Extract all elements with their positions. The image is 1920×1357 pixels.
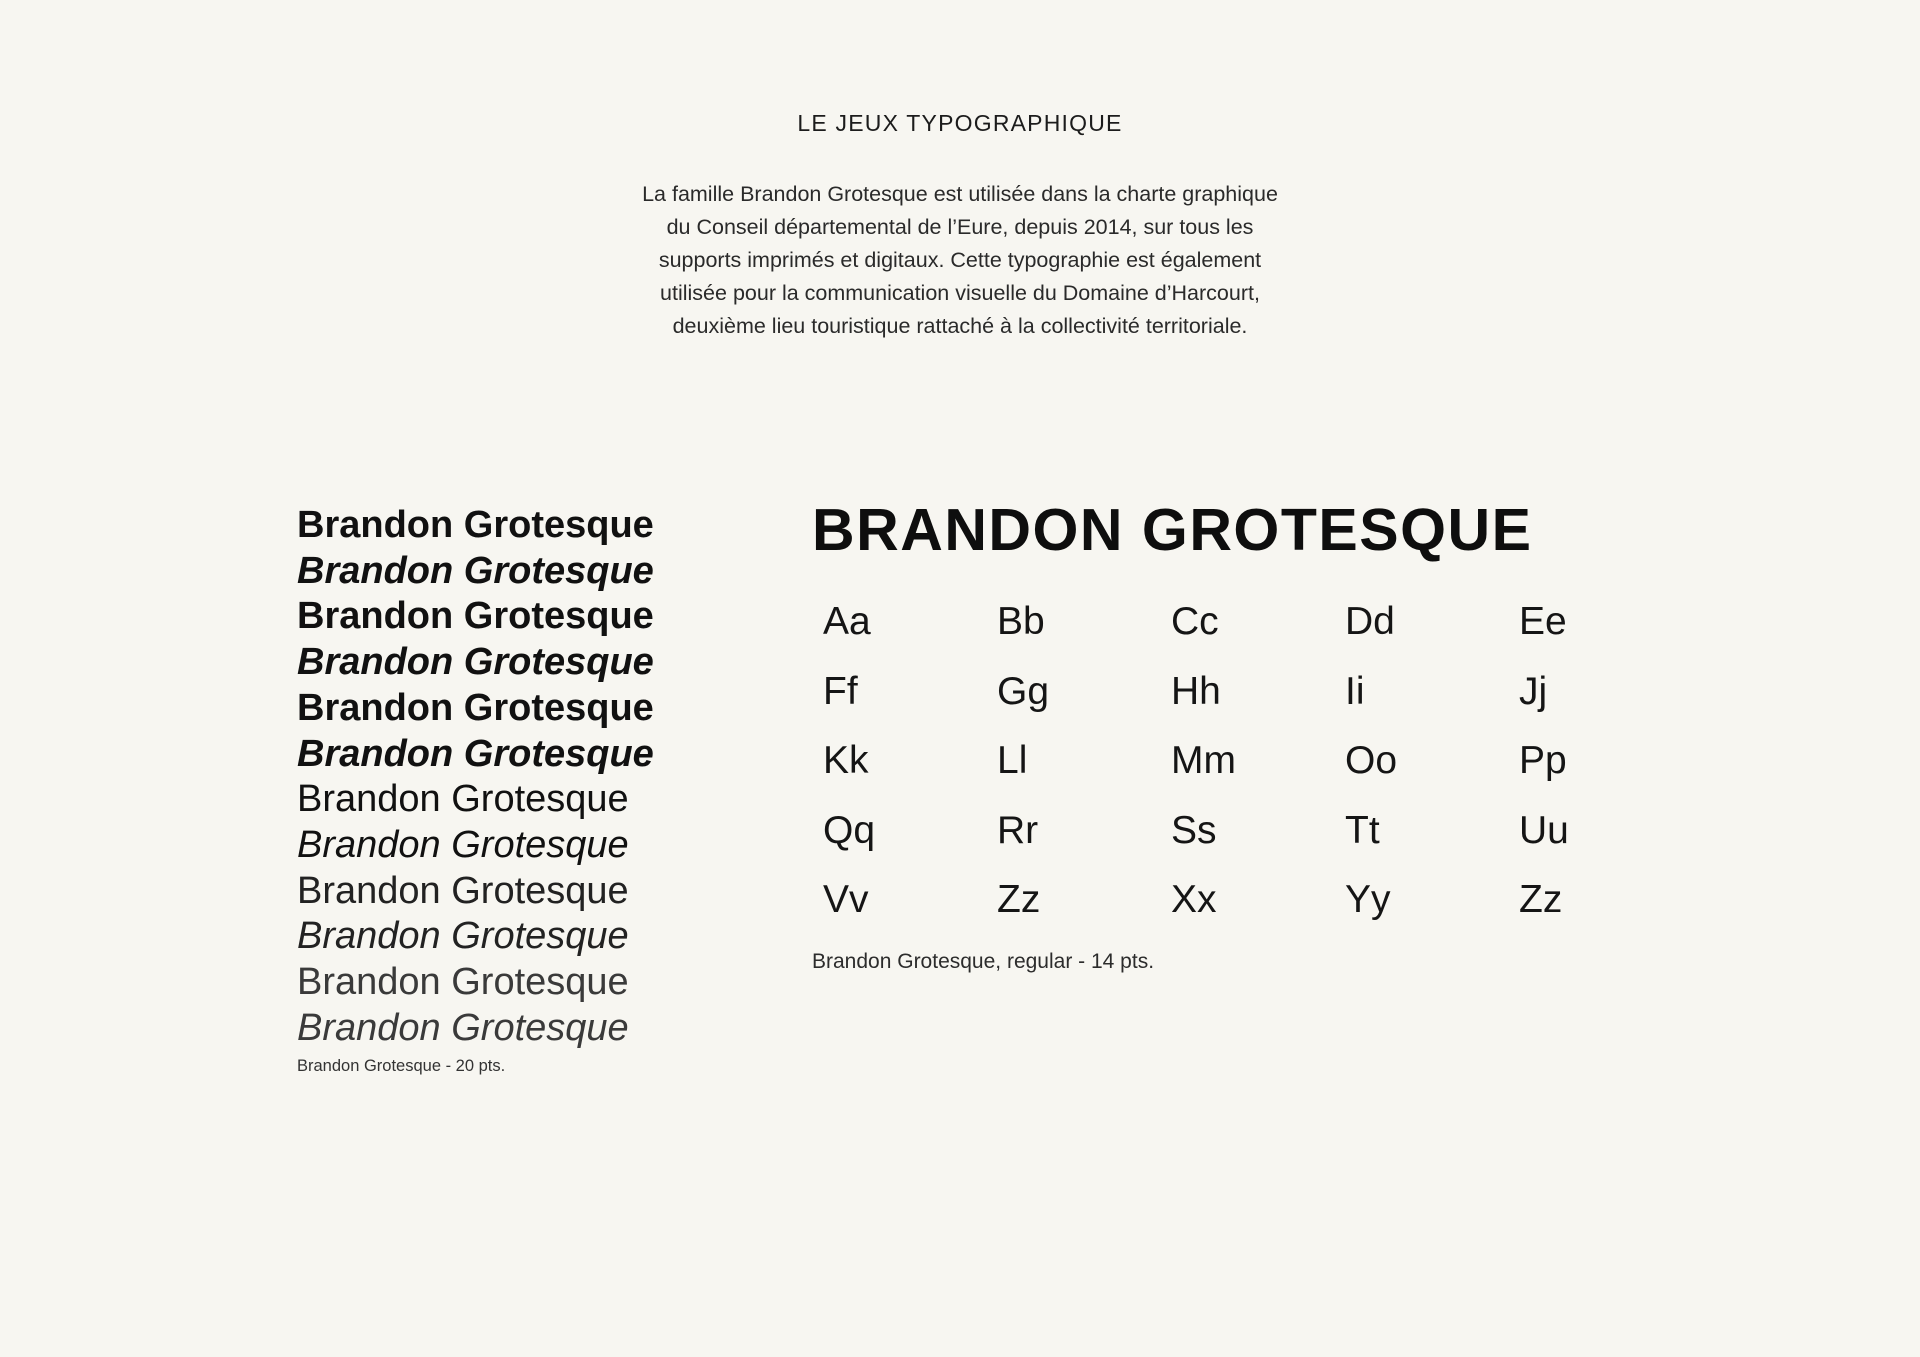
letter-pair: Gg [997,669,1050,713]
intro-line: deuxième lieu touristique rattaché à la collectivité territoriale. [672,314,1248,338]
alphabet-title: BRANDON GROTESQUE [812,497,1533,563]
letter-pair: Tt [1345,808,1380,852]
letter-pair: Aa [823,600,871,643]
intro-line: utilisée pour la communication visuelle du Domaine d’Harcourt, [660,281,1260,305]
letter-pair: Zz [997,878,1041,921]
specimen-medium-italic: Brandon Grotesque [297,732,654,775]
specimen-light: Brandon Grotesque [297,869,629,912]
letter-pair: Ss [1171,808,1217,852]
letter-pair: Vv [823,878,869,921]
letter-pair: Ee [1519,600,1567,643]
letter-pair: Hh [1171,669,1221,713]
specimen-regular: Brandon Grotesque [297,778,629,821]
page-title: LE JEUX TYPOGRAPHIQUE [797,110,1123,136]
letter-pair: Ff [823,669,858,713]
alphabet-caption: Brandon Grotesque, regular - 14 pts. [812,950,1155,973]
specimen-thin-italic: Brandon Grotesque [297,1006,629,1049]
letter-pair: Oo [1345,739,1398,782]
intro-line: du Conseil départemental de l’Eure, depuis 2014, sur tous les [666,215,1254,239]
specimen-black: Brandon Grotesque [297,504,654,546]
weight-specimen-list [297,503,757,1051]
specimen-bold-italic: Brandon Grotesque [297,641,654,684]
specimen-light-italic: Brandon Grotesque [297,915,629,958]
weights-caption: Brandon Grotesque - 20 pts. [297,1057,506,1075]
specimen-bold: Brandon Grotesque [297,595,654,638]
letter-pair: Ll [997,739,1028,782]
letter-pair: Qq [823,808,876,852]
letter-pair: Dd [1345,600,1395,643]
letter-pair: Mm [1171,739,1236,782]
alphabet-grid [823,596,1693,944]
specimen-thin: Brandon Grotesque [297,961,629,1004]
specimen-medium: Brandon Grotesque [297,686,654,729]
specimen-regular-italic: Brandon Grotesque [297,823,629,866]
letter-pair: Bb [997,600,1045,643]
intro-line: La famille Brandon Grotesque est utilisée dans la charte graphique [642,182,1278,206]
letter-pair: Pp [1519,739,1567,782]
intro-paragraph [560,178,1360,343]
letter-pair: Zz [1519,878,1563,921]
specimen-black-italic: Brandon Grotesque [297,549,654,592]
letter-pair: Rr [997,808,1039,852]
letter-pair: Jj [1519,669,1548,713]
letter-pair: Ii [1345,669,1365,713]
letter-pair: Uu [1519,808,1569,852]
letter-pair: Yy [1345,878,1391,921]
letter-pair: Cc [1171,600,1219,643]
letter-pair: Kk [823,739,869,782]
intro-line: supports imprimés et digitaux. Cette typographie est également [658,248,1262,272]
letter-pair: Xx [1171,878,1217,921]
